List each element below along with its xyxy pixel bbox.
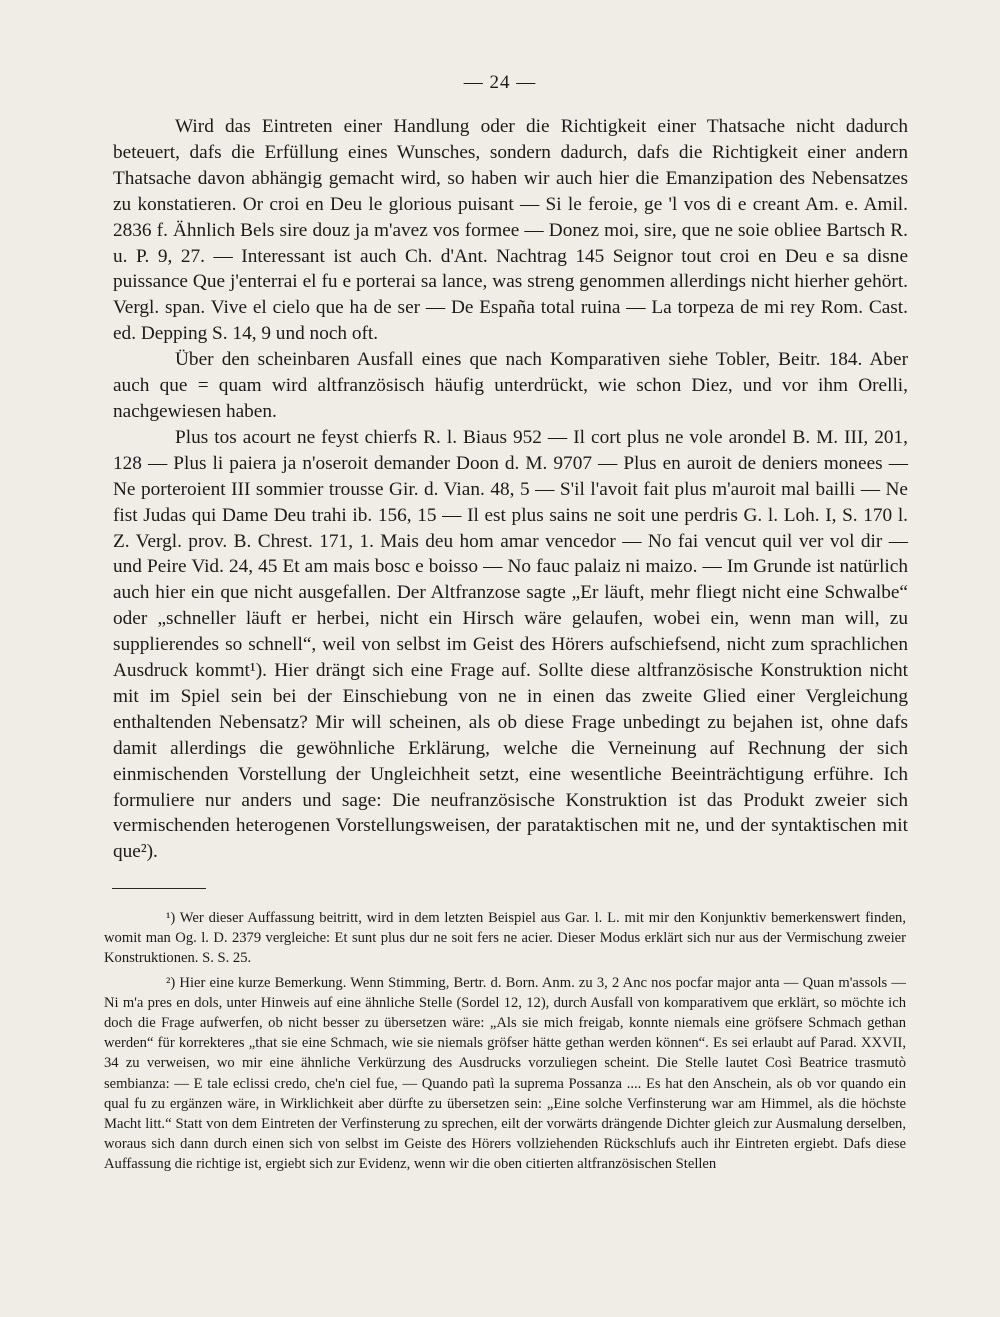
footnote: ²) Hier eine kurze Bemerkung. Wenn Stimming, Bertr. d. Born. Anm. zu 3, 2 Anc nos pocfar major anta — Quan m'assols — Ni m'a pres en dols, unter Hinweis auf eine ähnliche Stelle (Sordel 12, 12), durch Ausfall von komparativem que erklärt, so möchte ich doch die Frage aufwerfen, ob nicht besser zu übersetzen wäre: „Als sie mich freigab, konnte niemals eine gröfsere Schmach gethan werden“ für korrekteres „that sie eine Schmach, wie sie niemals gröfser hätte gethan werden können“. Es sei erlaubt auf Parad. XXVII, 34 zu verweisen, wo mir eine ähnliche Verkürzung des Ausdrucks vorzuliegen scheint. Die Stelle lautet Così Beatrice trasmutò sembianza: — E tale eclissi credo, che'n ciel fue, — Quando patì la suprema Possanza .... Es hat den Anschein, als ob vor quando ein qual fu zu ergänzen wäre, in Wirklichkeit aber dürfte zu übersetzen sein: „Eine solche Verfinsterung war am Himmel, als die höchste Macht litt.“ Statt von dem Eintreten der Verfinsterung zu sprechen, eilt der vorwärts drängende Dichter gleich zur Ausmalung derselben, woraus sich dann durch einen sich von selbst im Geiste des Hörers vollziehenden Rückschlufs auch ihr Eintreten ergiebt. Dafs diese Auffassung die richtige ist, ergiebt sich zur Evidenz, wenn wir die oben citierten altfranzösischen Stellen [104,974,906,1173]
footnote-separator [112,888,206,889]
paragraph: Plus tos acourt ne feyst chierfs R. l. Biaus 952 — Il cort plus ne vole arondel B. M. III, 201, 128 — Plus li paiera ja n'oseroit demander Doon d. M. 9707 — Plus en auroit de deniers monees — Ne porteroient III sommier trousse Gir. d. Vian. 48, 5 — S'il l'avoit fait plus m'auroit mal bailli — Ne fist Judas qui Dame Deu trahi ib. 156, 15 — Il est plus sains ne soit une perdris G. l. Loh. I, S. 170 l. Z. Vergl. prov. B. Chrest. 171, 1. Mais deu hom amar vencedor — No fai vencut quil ver vol dir — und Peire Vid. 24, 45 Et am mais bosc e boisso — No fauc palaiz ni maizo. — Im Grunde ist natürlich auch hier ein que nicht ausgefallen. Der Altfranzose sagte „Er läuft, mehr fliegt nicht eine Schwalbe“ oder „schneller läuft er herbei, nicht ein Hirsch wäre gelaufen, wobei ein, wenn man will, zu supplierendes so schnell“, weil von selbst im Geist des Hörers aufschiefsend, nicht zum sprachlichen Ausdruck kommt¹). Hier drängt sich eine Frage auf. Sollte diese altfranzösische Konstruktion nicht mit im Spiel sein bei der Einschiebung von ne in einen das zweite Glied einer Vergleichung enthaltenden Nebensatz? Mir will scheinen, als ob diese Frage unbedingt zu bejahen ist, ohne dafs damit allerdings die gewöhnliche Erklärung, welche die Verneinung auf Rechnung der sich einmischenden Vorstellung der Ungleichheit setzt, eine wesentliche Beeinträchtigung erführe. Ich formuliere nur anders und sage: Die neufranzösische Konstruktion ist das Produkt zweier sich vermischenden heterogenen Vorstellungsweisen, der parataktischen mit ne, und der syntaktischen mit que²). [113,426,908,863]
footnotes [104,908,906,1175]
page-number: — 24 — [463,72,537,93]
footnote: ¹) Wer dieser Auffassung beitritt, wird in dem letzten Beispiel aus Gar. l. L. mit mir den Konjunktiv bemerkenswert finden, womit man Og. l. D. 2379 vergleiche: Et sunt plus dur ne soit fers ne acier. Dieser Modus erklärt sich nur aus der Vermischung zweier Konstruktionen. S. S. 25. [104,910,906,967]
main-text [113,114,908,865]
paragraph: Wird das Eintreten einer Handlung oder die Richtigkeit einer Thatsache nicht dadurch beteuert, dafs die Erfüllung eines Wunsches, sondern dadurch, dafs die Richtigkeit einer andern Thatsache davon abhängig gemacht wird, so haben wir auch hier die Emanzipation des Nebensatzes zu konstatieren. Or croi en Deu le glorious puisant — Si le feroie, ge 'l vos di e creant Am. e. Amil. 2836 f. Ähnlich Bels sire douz ja m'avez vos formee — Donez moi, sire, que ne soie obliee Bartsch R. u. P. 9, 27. — Interessant ist auch Ch. d'Ant. Nachtrag 145 Seignor tout croi en Deu e sa disne puissance Que j'enterrai el fu e porterai sa lance, was streng genommen allerdings nicht hierher gehört. Vergl. span. Vive el cielo que ha de ser — De España total ruina — La torpeza de mi rey Rom. Cast. ed. Depping S. 14, 9 und noch oft. [113,116,908,345]
paragraph: Über den scheinbaren Ausfall eines que nach Komparativen siehe Tobler, Beitr. 184. Aber auch que = quam wird altfranzösisch häufig unterdrückt, wie schon Diez, und vor ihm Orelli, nachgewiesen haben. [113,349,908,422]
